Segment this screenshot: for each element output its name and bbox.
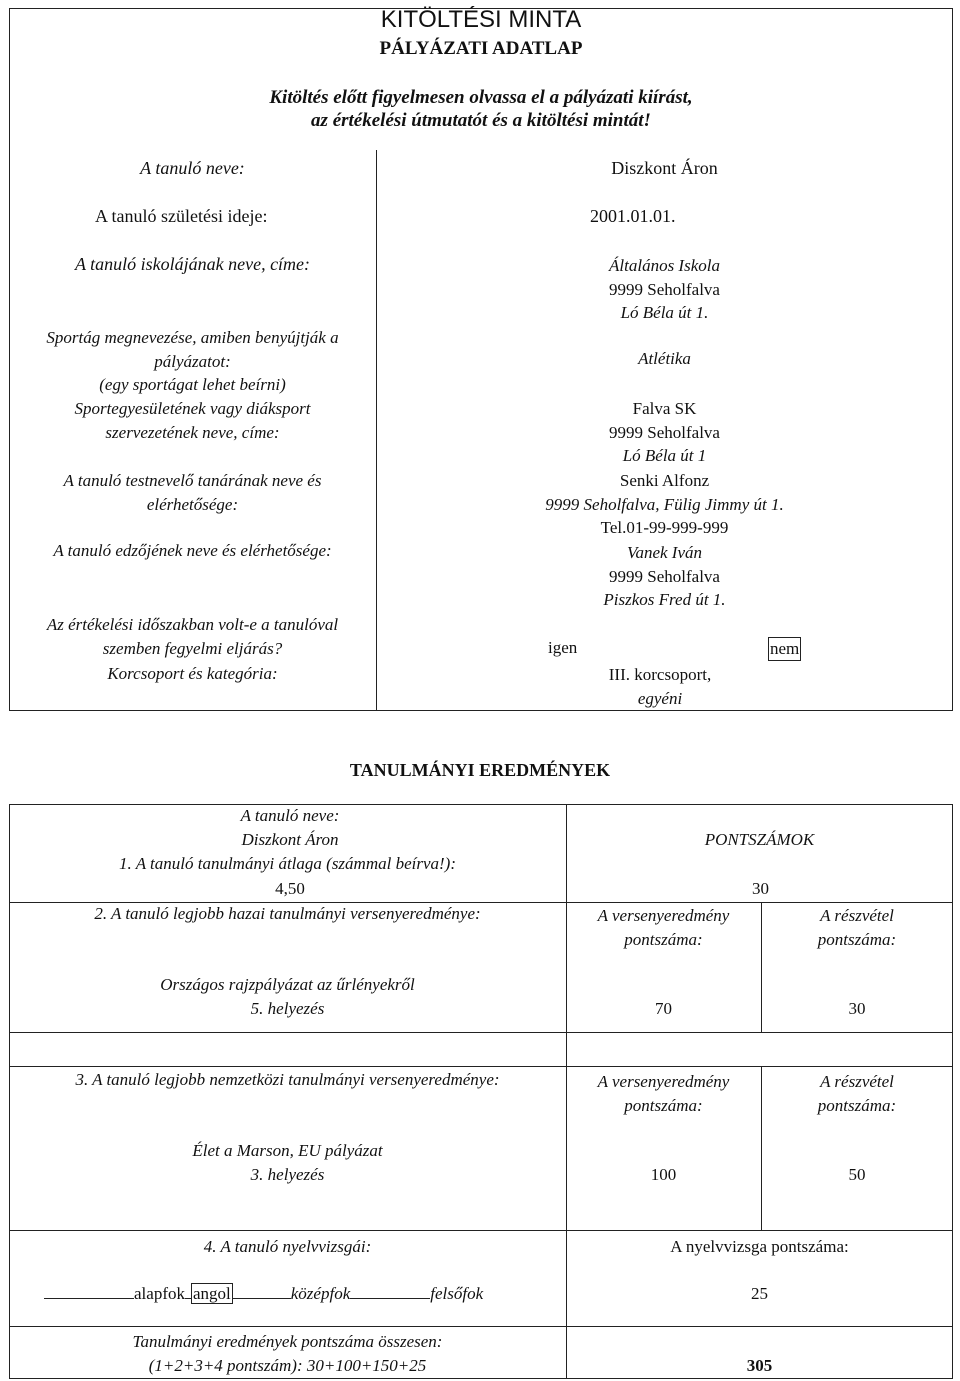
coach-city: 9999 Seholfalva: [609, 566, 720, 586]
sport-label-line-1: Sportág megnevezése, amiben benyújtják a: [46, 328, 339, 347]
page-subtitle: PÁLYÁZATI ADATLAP: [379, 38, 583, 59]
coach-label: A tanuló edzőjének neve és elérhetősége:: [53, 541, 332, 560]
club-city: 9999 Seholfalva: [609, 422, 720, 442]
lang-blank-3: [233, 1284, 291, 1299]
results-heading: TANULMÁNYI EREDMÉNYEK: [349, 760, 611, 780]
school-label: A tanuló iskolájának neve, címe:: [74, 254, 311, 274]
results-row-line-5: [9, 1326, 953, 1327]
lang-points-header: A nyelvvizsga pontszáma:: [670, 1237, 849, 1256]
page-title: KITÖLTÉSI MINTA: [380, 6, 582, 33]
name-label: A tanuló neve:: [140, 158, 245, 178]
intl-participation-points: 50: [848, 1165, 866, 1184]
participation-points-header-line-1: A részvétel: [820, 1072, 894, 1091]
club-street: Ló Béla út 1: [622, 446, 707, 465]
intl-label: 3. A tanuló legjobb nemzetközi tanulmányi versenyeredménye:: [75, 1070, 500, 1089]
coach-street: Piszkos Fred út 1.: [603, 590, 726, 609]
pe-teacher-label-line-1: A tanuló testnevelő tanárának neve és: [63, 471, 322, 490]
discipline-label-line-2: szemben fegyelmi eljárás?: [102, 638, 283, 658]
name-value: Diszkont Áron: [611, 158, 718, 178]
birth-label: A tanuló születési ideje:: [95, 206, 275, 227]
lang-label: 4. A tanuló nyelvvizsgái:: [203, 1237, 372, 1256]
intl-competition: Élet a Marson, EU pályázat: [192, 1141, 383, 1160]
points-header: PONTSZÁMOK: [704, 830, 815, 849]
results-row-line-1: [9, 902, 953, 903]
total-formula: (1+2+3+4 pontszám): 30+100+150+25: [148, 1356, 427, 1375]
pe-teacher-phone: Tel.01-99-999-999: [600, 518, 729, 537]
coach-value: [376, 541, 953, 612]
pe-teacher-label-line-2: elérhetősége:: [146, 494, 239, 514]
avg-label: 1. A tanuló tanulmányi átlaga (számmal beírva!):: [119, 854, 456, 873]
instruction-line-2: az értékelési útmutatót és a kitöltési mintát!: [311, 110, 651, 131]
discipline-yes-option[interactable]: igen: [548, 638, 578, 657]
birth-value: 2001.01.01.: [590, 206, 676, 226]
domestic-result-points-header: [566, 904, 761, 951]
total-label: Tanulmányi eredmények pontszáma összesen:: [132, 1332, 443, 1351]
result-points-header-line-1: A versenyeredmény: [597, 1072, 730, 1091]
lang-intermediate: középfok: [290, 1284, 351, 1303]
discipline-label: [9, 613, 376, 660]
club-label-line-1: Sportegyesületének vagy diáksport: [74, 399, 311, 418]
avg-points: 30: [752, 879, 769, 898]
discipline-label-line-1: Az értékelési időszakban volt-e a tanulóval: [46, 615, 339, 634]
domestic-result-points: 70: [655, 999, 672, 1018]
result-points-header-line-1: A versenyeredmény: [597, 906, 730, 925]
school-city: 9999 Seholfalva: [609, 279, 720, 299]
discipline-no-option[interactable]: nem: [768, 637, 801, 661]
result-points-header-line-2: pontszáma:: [624, 929, 703, 949]
coach-name: Vanek Iván: [626, 543, 703, 562]
results-row-line-4: [9, 1230, 953, 1231]
results-student-label: A tanuló neve:: [240, 806, 340, 825]
lang-blank-1: [44, 1284, 134, 1299]
category-group: III. korcsoport,: [608, 665, 712, 684]
club-value: [376, 397, 953, 468]
lang-blank-4: [350, 1284, 430, 1299]
club-label: [9, 397, 376, 444]
intl-result-points-header: [566, 1070, 761, 1117]
school-name: Általános Iskola: [609, 256, 720, 275]
domestic-label: 2. A tanuló legjobb hazai tanulmányi versenyeredménye:: [94, 904, 481, 923]
sport-label: [9, 326, 376, 397]
school-value: [376, 254, 953, 325]
category-value: [560, 663, 760, 710]
pe-teacher-name: Senki Alfonz: [619, 471, 710, 490]
intl-place: 3. helyezés: [250, 1165, 325, 1184]
lang-points: 25: [751, 1284, 768, 1303]
domestic-competition: Országos rajzpályázat az űrlényekről: [160, 975, 415, 994]
results-row-line-2: [9, 1032, 953, 1033]
lang-advanced: felsőfok: [430, 1284, 484, 1303]
intl-result-points: 100: [650, 1165, 677, 1184]
lang-basic: alapfok: [134, 1284, 185, 1303]
pe-teacher-address: 9999 Seholfalva, Fülig Jimmy út 1.: [545, 494, 784, 514]
avg-value: 4,50: [275, 879, 305, 898]
instruction-line-1: Kitöltés előtt figyelmesen olvassa el a pályázati kiírást,: [269, 87, 693, 108]
participation-points-header-line-2: pontszáma:: [817, 1095, 897, 1115]
domestic-participation-points-header: [761, 904, 953, 951]
pe-teacher-value: [376, 469, 953, 540]
lang-language[interactable]: angol: [192, 1284, 231, 1303]
sport-value: Atlétika: [638, 349, 691, 368]
sport-label-line-2: pályázatot:: [154, 351, 231, 371]
domestic-place: 5. helyezés: [250, 999, 325, 1018]
sport-label-line-3: (egy sportágat lehet beírni): [99, 375, 286, 394]
total-value: 305: [746, 1356, 773, 1375]
lang-exam-levels: [44, 1284, 483, 1304]
domestic-participation-points: 30: [848, 999, 866, 1018]
category-label: Korcsoport és kategória:: [107, 664, 278, 683]
results-student-name: Diszkont Áron: [241, 830, 339, 849]
result-points-header-line-2: pontszáma:: [624, 1095, 703, 1115]
participation-points-header-line-1: A részvétel: [820, 906, 894, 925]
club-label-line-2: szervezetének neve, címe:: [105, 422, 280, 442]
participation-points-header-line-2: pontszáma:: [817, 929, 897, 949]
school-street: Ló Béla út 1.: [620, 303, 709, 322]
club-name: Falva SK: [632, 399, 697, 418]
results-row-line-3: [9, 1066, 953, 1067]
intl-participation-points-header: [761, 1070, 953, 1117]
category-type: egyéni: [637, 688, 683, 708]
pe-teacher-label: [9, 469, 376, 516]
